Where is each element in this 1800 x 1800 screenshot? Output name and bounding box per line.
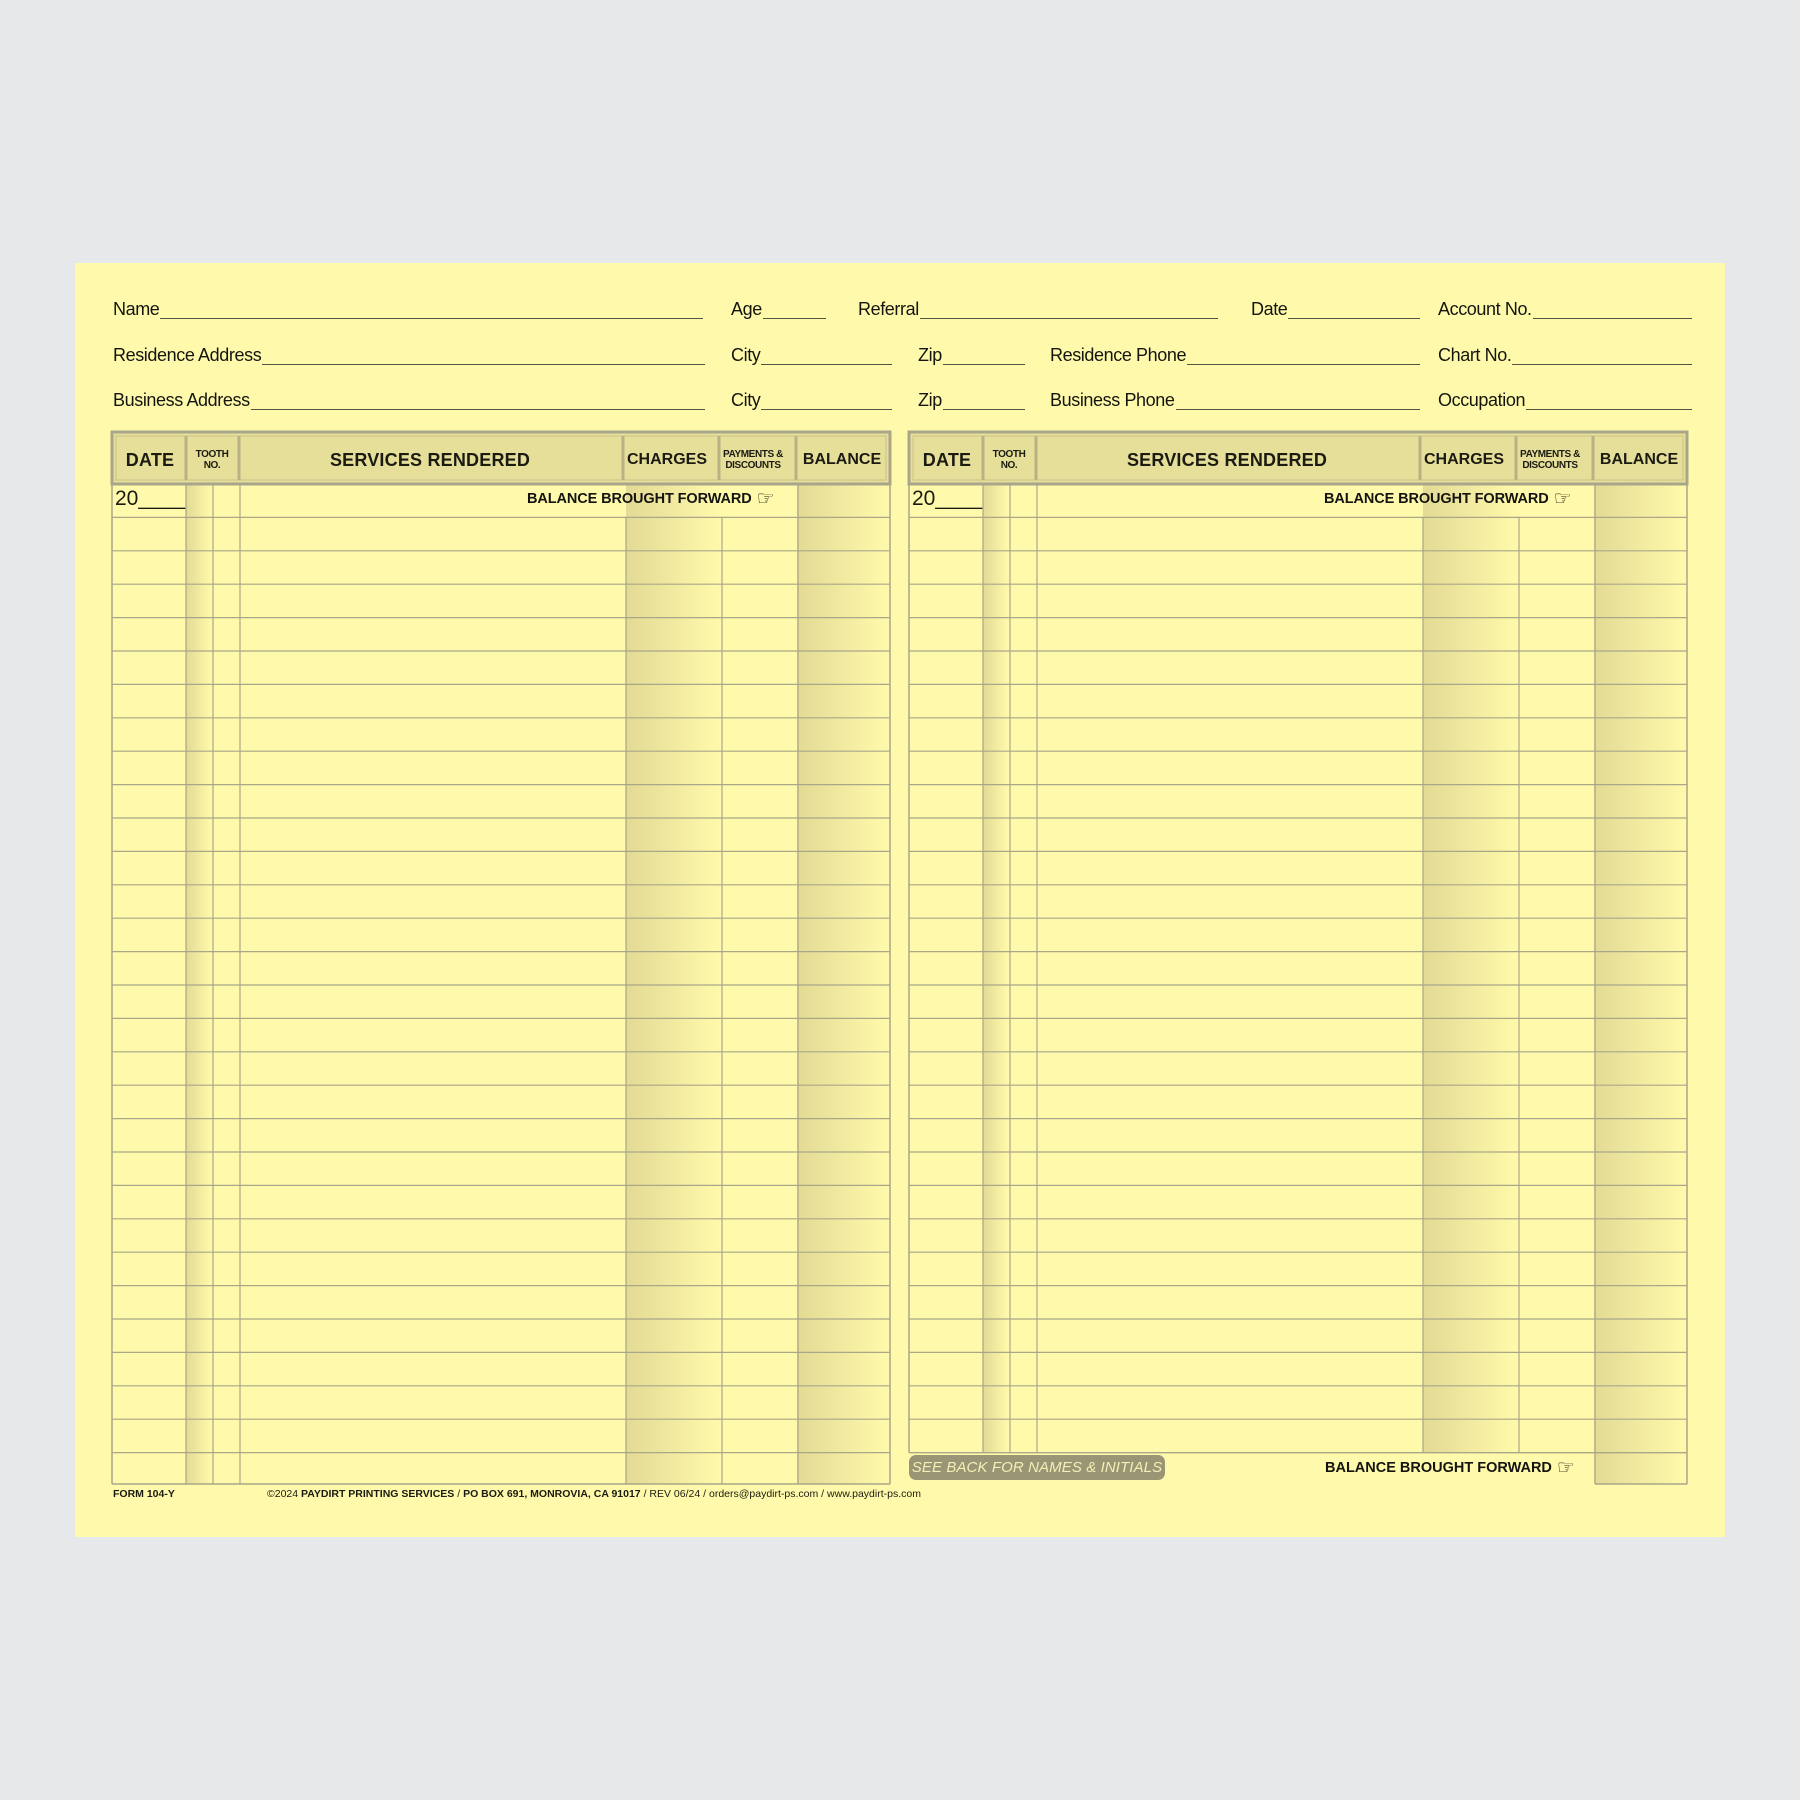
age-line[interactable]	[763, 294, 826, 319]
col-header-payments	[720, 440, 786, 480]
business-phone-label: Business Phone	[1050, 390, 1175, 410]
pointing-hand-icon: ☞	[1556, 1457, 1575, 1479]
residence-address-label: Residence Address	[113, 345, 262, 365]
business-phone-line[interactable]	[1176, 385, 1421, 410]
business-address-label: Business Address	[113, 390, 250, 410]
business-address-field[interactable]	[113, 386, 705, 410]
business-phone-field[interactable]	[1050, 386, 1420, 410]
account-no-line[interactable]	[1533, 294, 1692, 319]
referral-line[interactable]	[920, 294, 1218, 319]
balance-brought-forward-row	[1324, 489, 1571, 509]
see-back-note: SEE BACK FOR NAMES & INITIALS	[909, 1455, 1165, 1480]
ledger-background	[909, 432, 1687, 1484]
residence-phone-label: Residence Phone	[1050, 345, 1187, 365]
company-name: PAYDIRT PRINTING SERVICES	[301, 1488, 455, 1500]
age-field[interactable]	[731, 295, 826, 319]
col-header-tooth-line1: TOOTH	[992, 449, 1026, 460]
shaded-column	[626, 484, 722, 1484]
balance-brought-forward-row	[527, 489, 774, 509]
ledger-background	[112, 432, 890, 1484]
shaded-column	[1423, 484, 1519, 1453]
publisher-info: ©2024 PAYDIRT PRINTING SERVICES / PO BOX 691, MONROVIA, CA 91017 / REV 06/24 / orders@paydirt-ps.com / www.paydirt-ps.com	[267, 1488, 921, 1500]
col-header-tooth	[187, 440, 237, 480]
ledger-grid-left	[112, 432, 890, 1484]
col-header-payments-line2: DISCOUNTS	[1522, 460, 1578, 471]
col-header-tooth-line1: TOOTH	[195, 449, 229, 460]
col-header-tooth-line2: NO.	[1000, 460, 1018, 471]
residence-zip-field[interactable]	[918, 341, 1025, 365]
company-website[interactable]: www.paydirt-ps.com	[827, 1488, 921, 1500]
shaded-column	[1594, 484, 1687, 1484]
residence-city-field[interactable]	[731, 341, 892, 365]
col-header-date: DATE	[922, 449, 972, 470]
col-header-payments	[1517, 440, 1583, 480]
shaded-column	[983, 484, 1009, 1453]
col-header-payments-line1: PAYMENTS &	[723, 449, 783, 460]
company-email[interactable]: orders@paydirt-ps.com	[708, 1488, 819, 1500]
revision: REV 06/24	[649, 1488, 701, 1500]
shaded-column	[186, 484, 212, 1484]
year-prefix[interactable]: 20____	[115, 487, 186, 510]
chart-no-field[interactable]	[1438, 341, 1692, 365]
pointing-hand-icon: ☞	[756, 488, 775, 510]
col-header-charges: CHARGES	[1424, 451, 1505, 468]
col-header-balance: BALANCE	[1599, 451, 1679, 468]
balance-brought-forward-bottom-label: BALANCE BROUGHT FORWARD	[1325, 1460, 1552, 1476]
residence-city-label: City	[731, 345, 761, 365]
age-label: Age	[731, 299, 762, 319]
ledger-table-right	[909, 432, 1687, 1484]
balance-brought-forward-label: BALANCE BROUGHT FORWARD	[1324, 491, 1549, 507]
col-header-date: DATE	[125, 449, 175, 470]
col-header-tooth-line2: NO.	[203, 460, 221, 471]
balance-brought-forward-label: BALANCE BROUGHT FORWARD	[527, 491, 752, 507]
account-no-field[interactable]	[1438, 295, 1692, 319]
occupation-field[interactable]	[1438, 386, 1692, 410]
business-zip-line[interactable]	[943, 385, 1025, 410]
business-address-line[interactable]	[251, 385, 705, 410]
chart-no-label: Chart No.	[1438, 345, 1512, 365]
name-line[interactable]	[160, 294, 703, 319]
residence-phone-line[interactable]	[1187, 340, 1420, 365]
referral-label: Referral	[858, 299, 919, 319]
residence-address-line[interactable]	[262, 340, 705, 365]
name-label: Name	[113, 299, 160, 319]
occupation-label: Occupation	[1438, 390, 1526, 410]
col-header-payments-line2: DISCOUNTS	[725, 460, 781, 471]
name-field[interactable]	[113, 295, 703, 319]
col-header-payments-line1: PAYMENTS &	[1520, 449, 1580, 460]
pointing-hand-icon: ☞	[1553, 488, 1572, 510]
business-city-label: City	[731, 390, 761, 410]
copyright: ©2024	[267, 1488, 299, 1500]
business-city-field[interactable]	[731, 386, 892, 410]
residence-city-line[interactable]	[761, 340, 892, 365]
balance-brought-forward-bottom	[1325, 1458, 1575, 1478]
col-header-services: SERVICES RENDERED	[1126, 449, 1328, 470]
residence-phone-field[interactable]	[1050, 341, 1420, 365]
business-zip-label: Zip	[918, 390, 942, 410]
shaded-column	[797, 484, 890, 1484]
business-zip-field[interactable]	[918, 386, 1025, 410]
business-city-line[interactable]	[761, 385, 892, 410]
date-label: Date	[1251, 299, 1288, 319]
account-no-label: Account No.	[1438, 299, 1532, 319]
occupation-line[interactable]	[1526, 385, 1692, 410]
referral-field[interactable]	[858, 295, 1218, 319]
date-line[interactable]	[1288, 294, 1420, 319]
year-prefix[interactable]: 20____	[912, 487, 983, 510]
date-field[interactable]	[1251, 295, 1420, 319]
col-header-tooth	[984, 440, 1034, 480]
col-header-services: SERVICES RENDERED	[329, 449, 531, 470]
form-id: FORM 104-Y	[113, 1488, 175, 1500]
col-header-balance: BALANCE	[802, 451, 882, 468]
company-address: PO BOX 691, MONROVIA, CA 91017	[463, 1488, 641, 1500]
ledger-table-left	[112, 432, 890, 1484]
col-header-charges: CHARGES	[627, 451, 708, 468]
chart-no-line[interactable]	[1512, 340, 1692, 365]
residence-zip-label: Zip	[918, 345, 942, 365]
residence-address-field[interactable]	[113, 341, 705, 365]
ledger-grid-right	[909, 432, 1687, 1484]
residence-zip-line[interactable]	[943, 340, 1025, 365]
